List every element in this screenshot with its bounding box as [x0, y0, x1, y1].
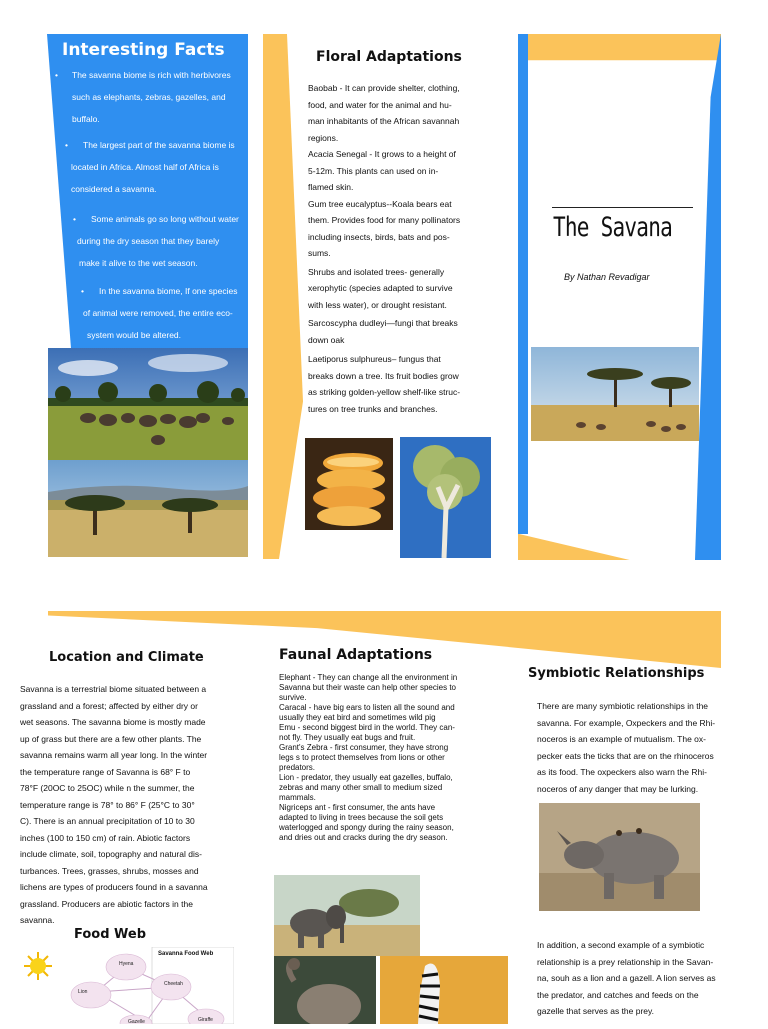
fact-item: • The largest part of the savanna biome is located in Africa. Almost half of Africa is considered a savanna.: [65, 134, 245, 200]
cover-title: The Savana: [553, 212, 672, 243]
floral-entry-acacia: Acacia Senegal - It grows to a height of 5-12m. This plants can used on in- flamed skin.: [308, 149, 456, 192]
cover-rule: [552, 207, 693, 208]
fact-line: such as elephants, zebras, gazelles, and: [72, 92, 226, 102]
fact-line: system would be altered.: [87, 330, 182, 340]
food-web-label: Gazelle: [128, 1019, 145, 1025]
fact-line: of animal were removed, the entire eco-: [83, 308, 233, 318]
fact-item: • In the savanna biome, If one species of animal were removed, the entire eco- system would be altered.: [81, 280, 249, 346]
floral-title: Floral Adaptations: [316, 49, 462, 65]
fact-line: buffalo.: [72, 114, 100, 124]
fungus-photo: [305, 438, 393, 530]
food-web-label: Giraffe: [198, 1017, 213, 1023]
food-web-chart-title: Savanna Food Web: [158, 951, 214, 957]
symbiotic-para-1: There are many symbiotic relationships in the savanna. For example, Oxpeckers and the Rhi- noceros is an example of mutualism. The ox- pecker eats the ticks that are on the rhinoceros as its food. The oxpeckers also warn the Rhi- noceros of any danger that may be lurking.: [537, 701, 716, 794]
fact-line: The largest part of the savanna biome is: [83, 140, 235, 150]
food-web-label: Hyena: [119, 961, 134, 967]
food-web-label: Cheetah: [164, 981, 183, 987]
zebra-photo: [380, 956, 508, 1024]
acacia-savanna-photo: [48, 460, 248, 557]
symbiotic-title: Symbiotic Relationships: [528, 666, 705, 681]
decorative-orange-strip: [263, 34, 303, 559]
fact-line: considered a savanna.: [71, 184, 157, 194]
fact-line: make it alive to the wet season.: [79, 258, 198, 268]
faunal-body: Elephant - They can change all the environment in Savanna but their waste can help other species to survive. Caracal - have big ears to listen all the sound and usually they eat bird and sometimes wild pig Emu - second biggest bird in the world. They can- not fly. They usually eat bugs and fruit. Grant's Zebra - first consumer, they have strong legs s to protect themselves from lions or other predators. Lion - predator, they usually eat gazelles, buffalo, zebras and many other small to medium sized mammals. Nigriceps ant - first consumer, the ants have adapted to living in trees because the soil gets waterlogged and spongy during the rainy season, and dries out and cracks during the dry season.: [279, 673, 458, 842]
floral-entry-gum-tree: Gum tree eucalyptus--Koala bears eat them. Provides food for many pollinators including insects, birds, bats and pos- sums.: [308, 198, 461, 258]
rhinoceros-photo: [539, 803, 700, 911]
cover-savanna-photo: [531, 347, 699, 441]
floral-entry-laetiporus: Laetiporus sulphureus– fungus that breaks down a tree. Its fruit bodies grow as striking golden-yellow shelf-like struc- tures on tree trunks and branches.: [308, 354, 461, 414]
fact-item: • Some animals go so long without water during the dry season that they barely make it alive to the wet season.: [73, 208, 248, 274]
foodweb-title: Food Web: [74, 927, 147, 942]
elephant-herd-photo: [48, 348, 248, 460]
sun-icon: [24, 952, 52, 980]
facts-title: Interesting Facts: [62, 40, 225, 60]
location-title: Location and Climate: [49, 650, 204, 665]
food-web-diagram: [56, 947, 234, 1024]
symbiotic-para-2: In addition, a second example of a symbiotic relationship is a prey relationship in the Savan- na, souh as a lion and a gazell. A lion serves as the predator, and catches and feeds on the gazelle that serves as the prey.: [537, 940, 716, 1016]
faunal-title: Faunal Adaptations: [279, 647, 433, 663]
emu-photo: [274, 956, 376, 1024]
floral-entries: [308, 80, 498, 417]
fact-item: • The savanna biome is rich with herbivores such as elephants, zebras, gazelles, and buffalo.: [55, 64, 231, 130]
cover-author: By Nathan Revadigar: [564, 272, 650, 282]
fact-line: Some animals go so long without water: [91, 214, 239, 224]
fact-line: located in Africa. Almost half of Africa is: [71, 162, 219, 172]
floral-entry-sarcoscypha: Sarcoscypha dudleyi—fungi that breaks down oak: [308, 318, 458, 345]
elephant-photo: [274, 875, 420, 956]
food-web-label: Lion: [78, 989, 88, 995]
fact-line: In the savanna biome, If one species: [99, 286, 238, 296]
cover-right-stripe: [695, 34, 721, 560]
location-body: Savanna is a terrestrial biome situated between a grassland and a forest; affected by either dry or wet seasons. The savanna biome is mostly made up of grass but there are a few other plants. The savanna remains warm all year long. In the winter the temperature range of Savanna is 68° F to 78°F (20OC to 25OC) while n the summer, the temperature range is 78° to 86° F (25°C to 30° C). There is an annual precipitation of 10 to 30 inches (100 to 150 cm) of rain. Abiotic factors include climate, soil, topography and natural dis- turbances. Trees, grasses, shrubs, mosses and lichens are types of producers found in a savanna grassland. Producers are abiotic factors in the savanna.: [20, 684, 208, 925]
fact-line: during the dry season that they barely: [77, 236, 220, 246]
floral-entry-baobab: Baobab - It can provide shelter, clothing, food, and water for the animal and hu- man inhabitants of the African savannah regions.: [308, 83, 460, 143]
fact-line: The savanna biome is rich with herbivores: [72, 70, 231, 80]
cover-left-stripe: [518, 34, 528, 534]
eucalyptus-tree-photo: [400, 437, 491, 558]
cover-orange-accent: [518, 34, 721, 560]
floral-entry-shrubs: Shrubs and isolated trees- generally xerophytic (species adapted to survive with less water), or drought resistant.: [308, 266, 453, 310]
